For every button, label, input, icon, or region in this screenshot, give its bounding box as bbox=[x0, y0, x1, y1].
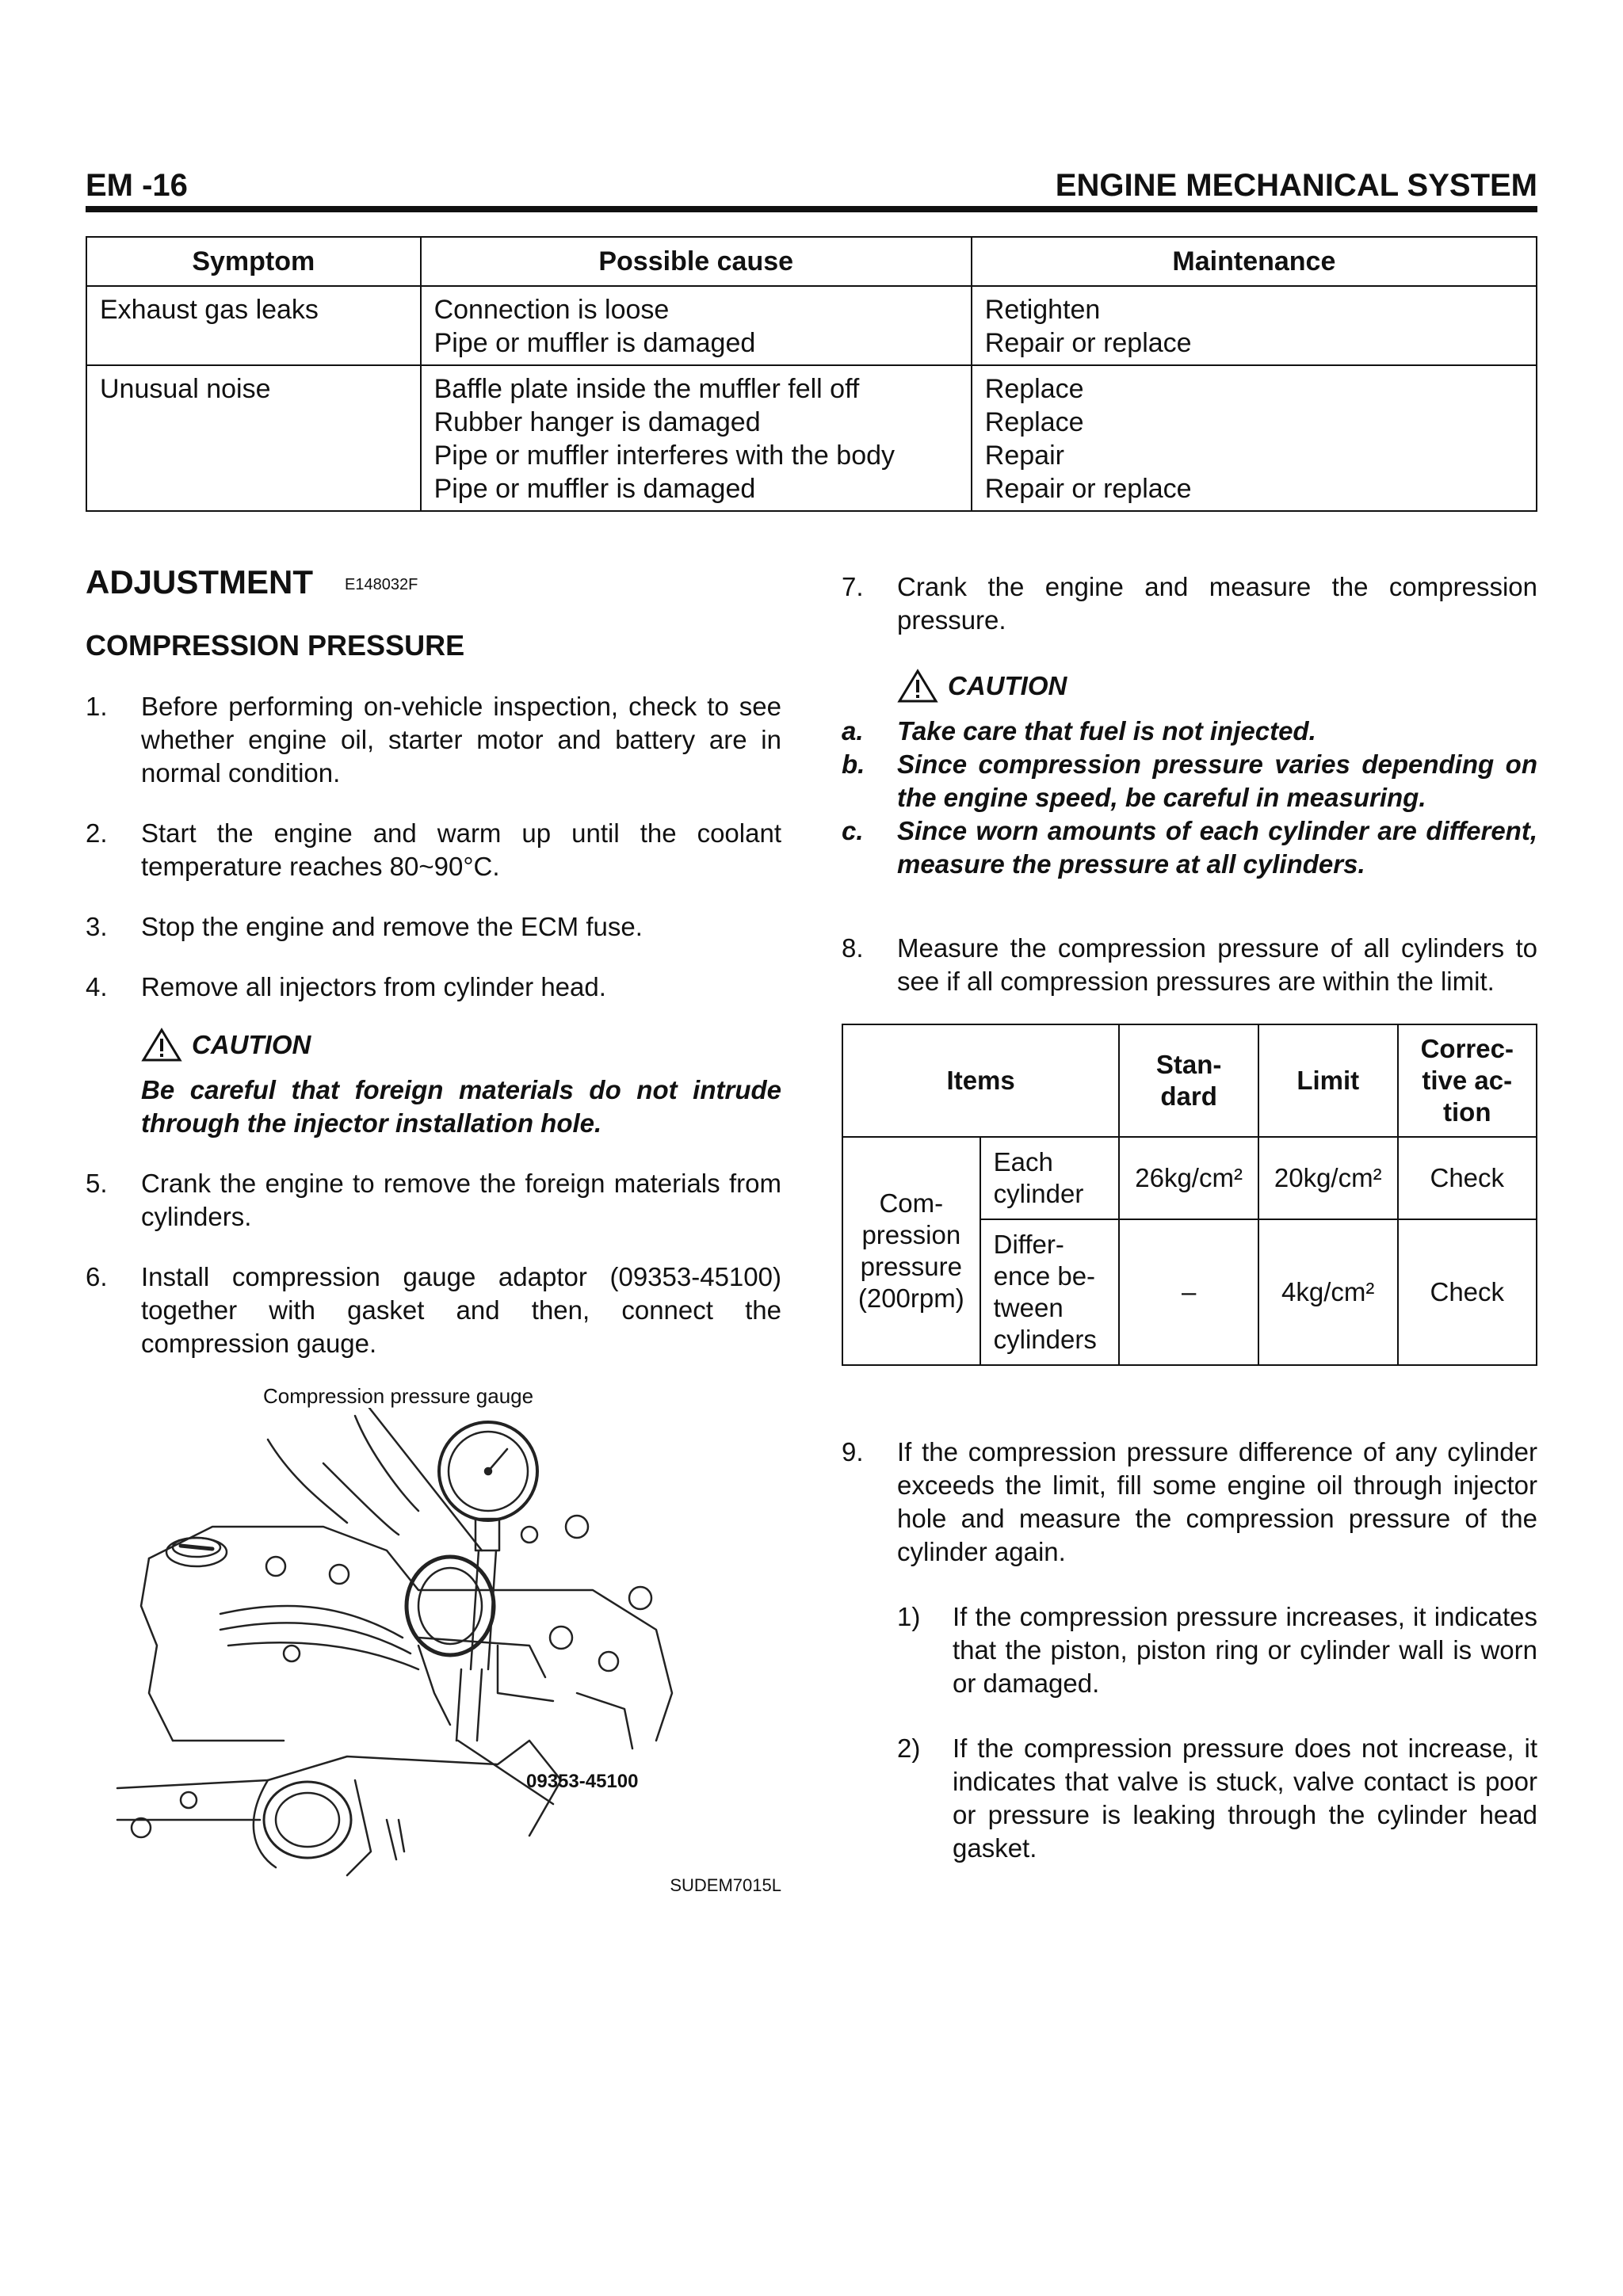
sub-step-number: 1) bbox=[897, 1602, 921, 1631]
sub-item-cell: Each cylinder bbox=[980, 1137, 1120, 1219]
maintenance-line: Replace bbox=[984, 374, 1084, 404]
cause-cell bbox=[421, 286, 972, 365]
step-number: 2. bbox=[86, 818, 108, 848]
caution-item bbox=[842, 748, 1537, 814]
caution-item bbox=[842, 715, 1537, 748]
table-row bbox=[86, 365, 1537, 511]
page-header bbox=[86, 162, 1537, 212]
cause-line: Pipe or muffler is damaged bbox=[433, 474, 756, 504]
step-number: 8. bbox=[842, 933, 864, 963]
step-text: Crank the engine to remove the foreign materials from cylinders. bbox=[141, 1168, 781, 1231]
standard-cell: 26kg/cm² bbox=[1119, 1137, 1258, 1219]
item-text: Take care that fuel is not injected. bbox=[897, 716, 1316, 746]
caution-title bbox=[897, 669, 1537, 704]
symptom-cell: Exhaust gas leaks bbox=[86, 286, 421, 365]
page-number: EM -16 bbox=[86, 168, 188, 203]
step-5 bbox=[86, 1167, 781, 1234]
cause-line: Connection is loose bbox=[433, 295, 670, 325]
step-text: If the compression pressure difference of any cylinder exceeds the limit, fill some engine oil through injector hole and measure the compression pressure of the cylinder again. bbox=[897, 1437, 1537, 1566]
step-text: Remove all injectors from cylinder head. bbox=[141, 971, 606, 1001]
step-4 bbox=[86, 971, 781, 1004]
sub-step-number: 2) bbox=[897, 1733, 921, 1763]
warning-icon bbox=[897, 669, 938, 704]
warning-icon bbox=[141, 1028, 182, 1062]
caution-box-2 bbox=[897, 669, 1537, 704]
maintenance-cell bbox=[972, 365, 1537, 511]
maintenance-cell bbox=[972, 286, 1537, 365]
spec-header-row bbox=[842, 1024, 1537, 1137]
caution-text: Be careful that foreign materials do not intrude through the injector installation hole. bbox=[141, 1074, 781, 1138]
caution-box bbox=[141, 1028, 781, 1140]
item-text: Since worn amounts of each cylinder are different, measure the pressure at all cylinders. bbox=[897, 816, 1537, 879]
step-1 bbox=[86, 690, 781, 790]
cause-line: Baffle plate inside the muffler fell off bbox=[433, 374, 860, 404]
sub-step-text: If the compression pressure does not increase, it indicates that valve is stuck, valve contact is poor or pressure is leaking through the cylinder head gasket. bbox=[953, 1733, 1537, 1863]
left-column bbox=[86, 563, 781, 1907]
standard-cell: – bbox=[1119, 1219, 1258, 1365]
step-number: 9. bbox=[842, 1437, 864, 1466]
maintenance-line: Repair or replace bbox=[984, 328, 1192, 358]
item-letter: b. bbox=[842, 749, 865, 779]
cause-line: Pipe or muffler is damaged bbox=[433, 328, 756, 358]
adjustment-heading bbox=[86, 563, 781, 605]
group-cell: Com- pression pressure (200rpm) bbox=[842, 1137, 980, 1365]
step-text: Before performing on-vehicle inspection, check to see whether engine oil, starter motor and battery are in normal condition. bbox=[141, 691, 781, 788]
figure-label-gauge: Compression pressure gauge bbox=[263, 1383, 534, 1408]
step-2 bbox=[86, 817, 781, 883]
sub-step-text: If the compression pressure increases, it indicates that the piston, piston ring or cylinder wall is worn or damaged. bbox=[953, 1602, 1537, 1698]
step-text: Crank the engine and measure the compression pressure. bbox=[897, 572, 1537, 635]
item-letter: a. bbox=[842, 716, 864, 746]
item-text: Since compression pressure varies depending on the engine speed, be careful in measuring. bbox=[897, 749, 1537, 812]
caution-item bbox=[842, 814, 1537, 881]
header-corrective: Correc- tive ac- tion bbox=[1398, 1024, 1537, 1137]
step-6 bbox=[86, 1261, 781, 1360]
step-text: Start the engine and warm up until the coolant temperature reaches 80~90°C. bbox=[141, 818, 781, 881]
caution-title bbox=[141, 1028, 781, 1062]
maintenance-line: Retighten bbox=[984, 295, 1101, 325]
right-column bbox=[842, 563, 1537, 1865]
step-text: Stop the engine and remove the ECM fuse. bbox=[141, 911, 643, 941]
limit-cell: 4kg/cm² bbox=[1258, 1219, 1398, 1365]
cause-line: Pipe or muffler interferes with the body bbox=[433, 441, 896, 471]
step-number: 4. bbox=[86, 971, 108, 1001]
step-3 bbox=[86, 910, 781, 944]
engine-illustration bbox=[86, 1408, 781, 1883]
limit-cell: 20kg/cm² bbox=[1258, 1137, 1398, 1219]
symptom-table bbox=[86, 236, 1537, 512]
step-8 bbox=[842, 932, 1537, 998]
step-number: 6. bbox=[86, 1261, 108, 1291]
step-9-sub-2 bbox=[897, 1732, 1537, 1865]
cause-line: Rubber hanger is damaged bbox=[433, 407, 761, 437]
step-number: 7. bbox=[842, 572, 864, 601]
table-row bbox=[842, 1137, 1537, 1219]
header-cell: Maintenance bbox=[972, 237, 1537, 286]
section-title: ENGINE MECHANICAL SYSTEM bbox=[1055, 168, 1537, 203]
symptom-cell: Unusual noise bbox=[86, 365, 421, 511]
figure-code: SUDEM7015L bbox=[670, 1875, 781, 1895]
action-cell: Check bbox=[1398, 1137, 1537, 1219]
header-limit: Limit bbox=[1258, 1024, 1398, 1137]
step-text: Install compression gauge adaptor (09353-45100) together with gasket and then, connect the compression gauge. bbox=[141, 1261, 781, 1358]
compression-gauge-figure bbox=[86, 1384, 781, 1907]
action-cell: Check bbox=[1398, 1219, 1537, 1365]
sub-item-cell: Differ- ence be- tween cylinders bbox=[980, 1219, 1120, 1365]
cause-cell bbox=[421, 365, 972, 511]
step-9-sub-1 bbox=[897, 1600, 1537, 1700]
figure-label-adaptor: 09353-45100 bbox=[526, 1770, 639, 1792]
caution-items bbox=[842, 715, 1537, 881]
step-number: 1. bbox=[86, 691, 108, 721]
caution-label: CAUTION bbox=[948, 671, 1067, 700]
header-items: Items bbox=[842, 1024, 1119, 1137]
step-text: Measure the compression pressure of all cylinders to see if all compression pressures are within the limit. bbox=[897, 933, 1537, 996]
compression-pressure-heading: COMPRESSION PRESSURE bbox=[86, 628, 465, 662]
header-standard: Stan- dard bbox=[1119, 1024, 1258, 1137]
table-row bbox=[86, 286, 1537, 365]
step-number: 3. bbox=[86, 911, 108, 941]
item-letter: c. bbox=[842, 816, 864, 845]
header-cell: Possible cause bbox=[421, 237, 972, 286]
step-9 bbox=[842, 1436, 1537, 1569]
step-7 bbox=[842, 570, 1537, 637]
adjustment-title: ADJUSTMENT bbox=[86, 563, 314, 601]
maintenance-line: Repair or replace bbox=[984, 474, 1192, 504]
maintenance-line: Replace bbox=[984, 407, 1084, 437]
maintenance-line: Repair bbox=[984, 441, 1064, 471]
compression-spec-table bbox=[842, 1024, 1537, 1366]
symptom-table-header bbox=[86, 237, 1537, 286]
header-cell: Symptom bbox=[86, 237, 421, 286]
section-code: E148032F bbox=[345, 575, 418, 593]
caution-label: CAUTION bbox=[192, 1029, 311, 1059]
step-number: 5. bbox=[86, 1168, 108, 1198]
